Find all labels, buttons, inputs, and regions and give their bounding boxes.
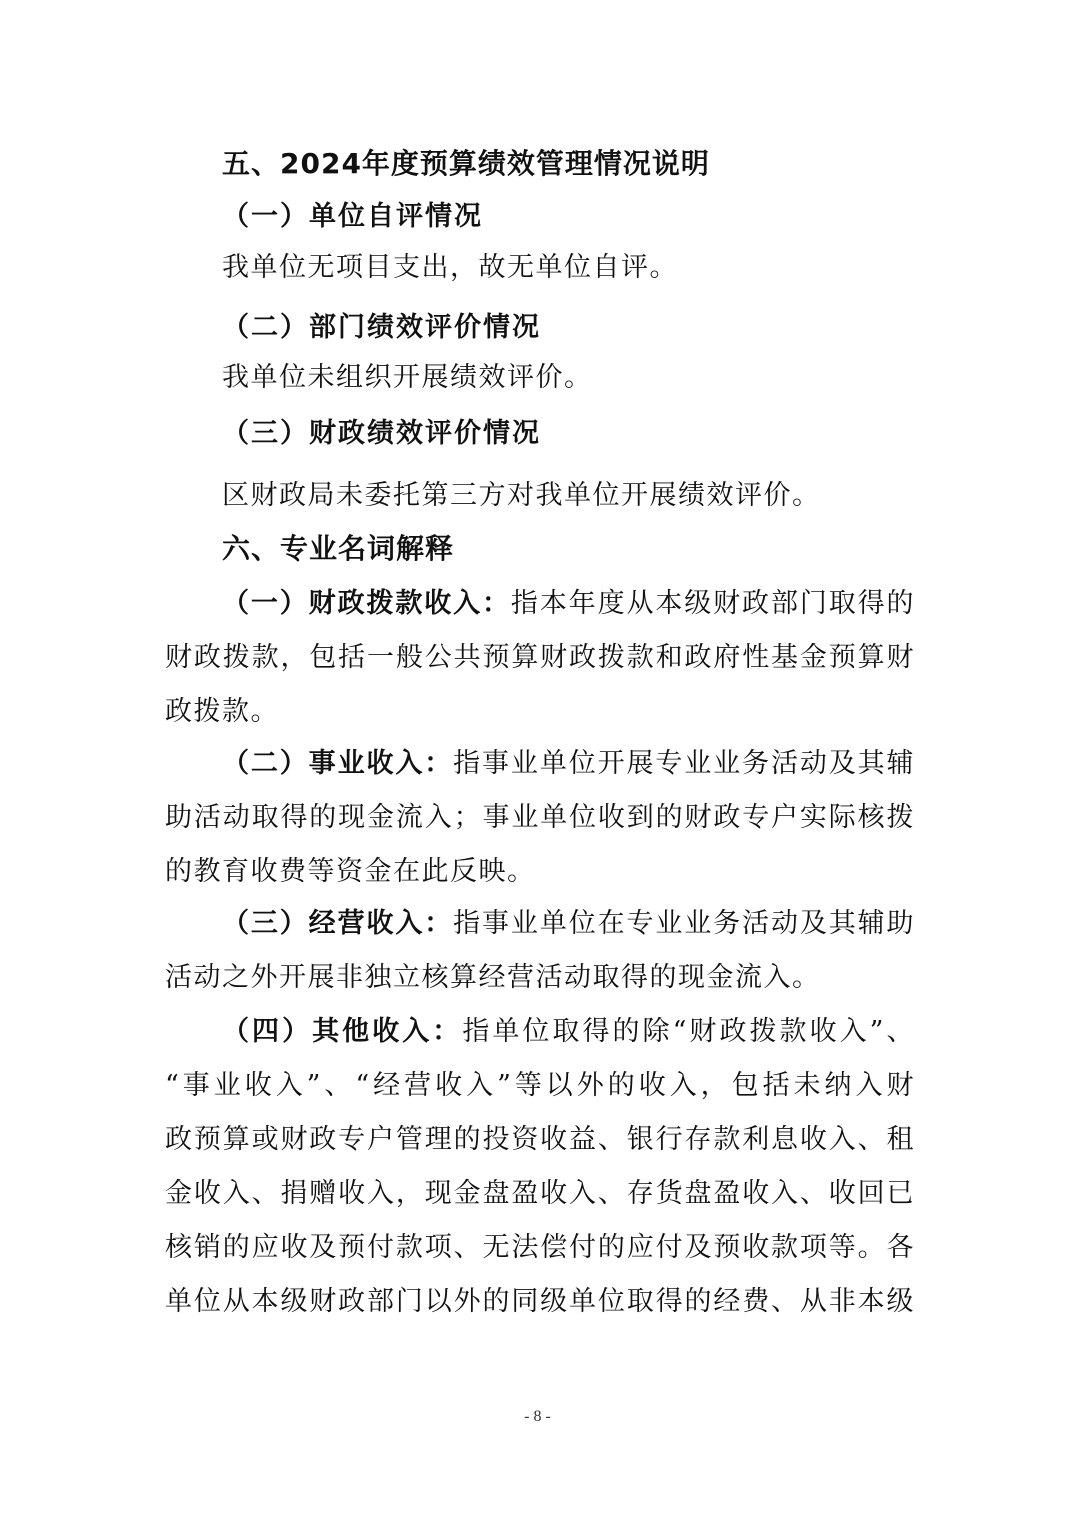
subheading-finance-evaluation: （三）财政绩效评价情况	[222, 418, 541, 449]
term-label: （二）事业收入：	[222, 748, 454, 779]
term-business-income-line-3: 的教育收费等资金在此反映。	[165, 856, 536, 887]
paragraph-finance-evaluation: 区财政局未委托第三方对我单位开展绩效评价。	[222, 480, 821, 511]
term-business-income-line-2: 助活动取得的现金流入；事业单位收到的财政专户实际核拨	[165, 802, 915, 833]
subheading-self-evaluation: （一）单位自评情况	[222, 201, 483, 232]
term-other-income-line-3: 政预算或财政专户管理的投资收益、银行存款利息收入、租	[165, 1124, 915, 1155]
term-label: （一）财政拨款收入：	[222, 588, 511, 619]
term-other-income-line-2: “事业收入”、“经营收入”等以外的收入，包括未纳入财	[165, 1070, 915, 1101]
paragraph-department-evaluation: 我单位未组织开展绩效评价。	[222, 362, 593, 393]
term-label: （四）其他收入：	[222, 1016, 463, 1047]
page-number: - 8 -	[524, 1408, 551, 1425]
subheading-department-evaluation: （二）部门绩效评价情况	[222, 312, 541, 343]
term-operating-income-line-2: 活动之外开展非独立核算经营活动取得的现金流入。	[165, 962, 821, 993]
term-financial-appropriation-line-2: 财政拨款，包括一般公共预算财政拨款和政府性基金预算财	[165, 642, 915, 673]
term-financial-appropriation-line-3: 政拨款。	[165, 696, 279, 727]
term-other-income-line-1: （四）其他收入：指单位取得的除“财政拨款收入”、	[222, 1016, 915, 1047]
section-heading-terms: 六、专业名词解释	[222, 532, 455, 565]
term-business-income-line-1: （二）事业收入：指事业单位开展专业业务活动及其辅	[222, 748, 916, 779]
term-other-income-line-6: 单位从本级财政部门以外的同级单位取得的经费、从非本级	[165, 1286, 915, 1317]
term-other-income-line-4: 金收入、捐赠收入，现金盘盈收入、存货盘盈收入、收回已	[165, 1178, 915, 1209]
term-operating-income-line-1: （三）经营收入：指事业单位在专业业务活动及其辅助	[222, 908, 916, 939]
term-other-income-line-5: 核销的应收及预付款项、无法偿付的应付及预收款项等。各	[165, 1232, 915, 1263]
section-heading-budget-performance: 五、2024年度预算绩效管理情况说明	[222, 147, 710, 180]
term-financial-appropriation-line-1: （一）财政拨款收入：指本年度从本级财政部门取得的	[222, 588, 916, 619]
term-label: （三）经营收入：	[222, 908, 454, 939]
paragraph-self-evaluation: 我单位无项目支出，故无单位自评。	[222, 252, 678, 283]
